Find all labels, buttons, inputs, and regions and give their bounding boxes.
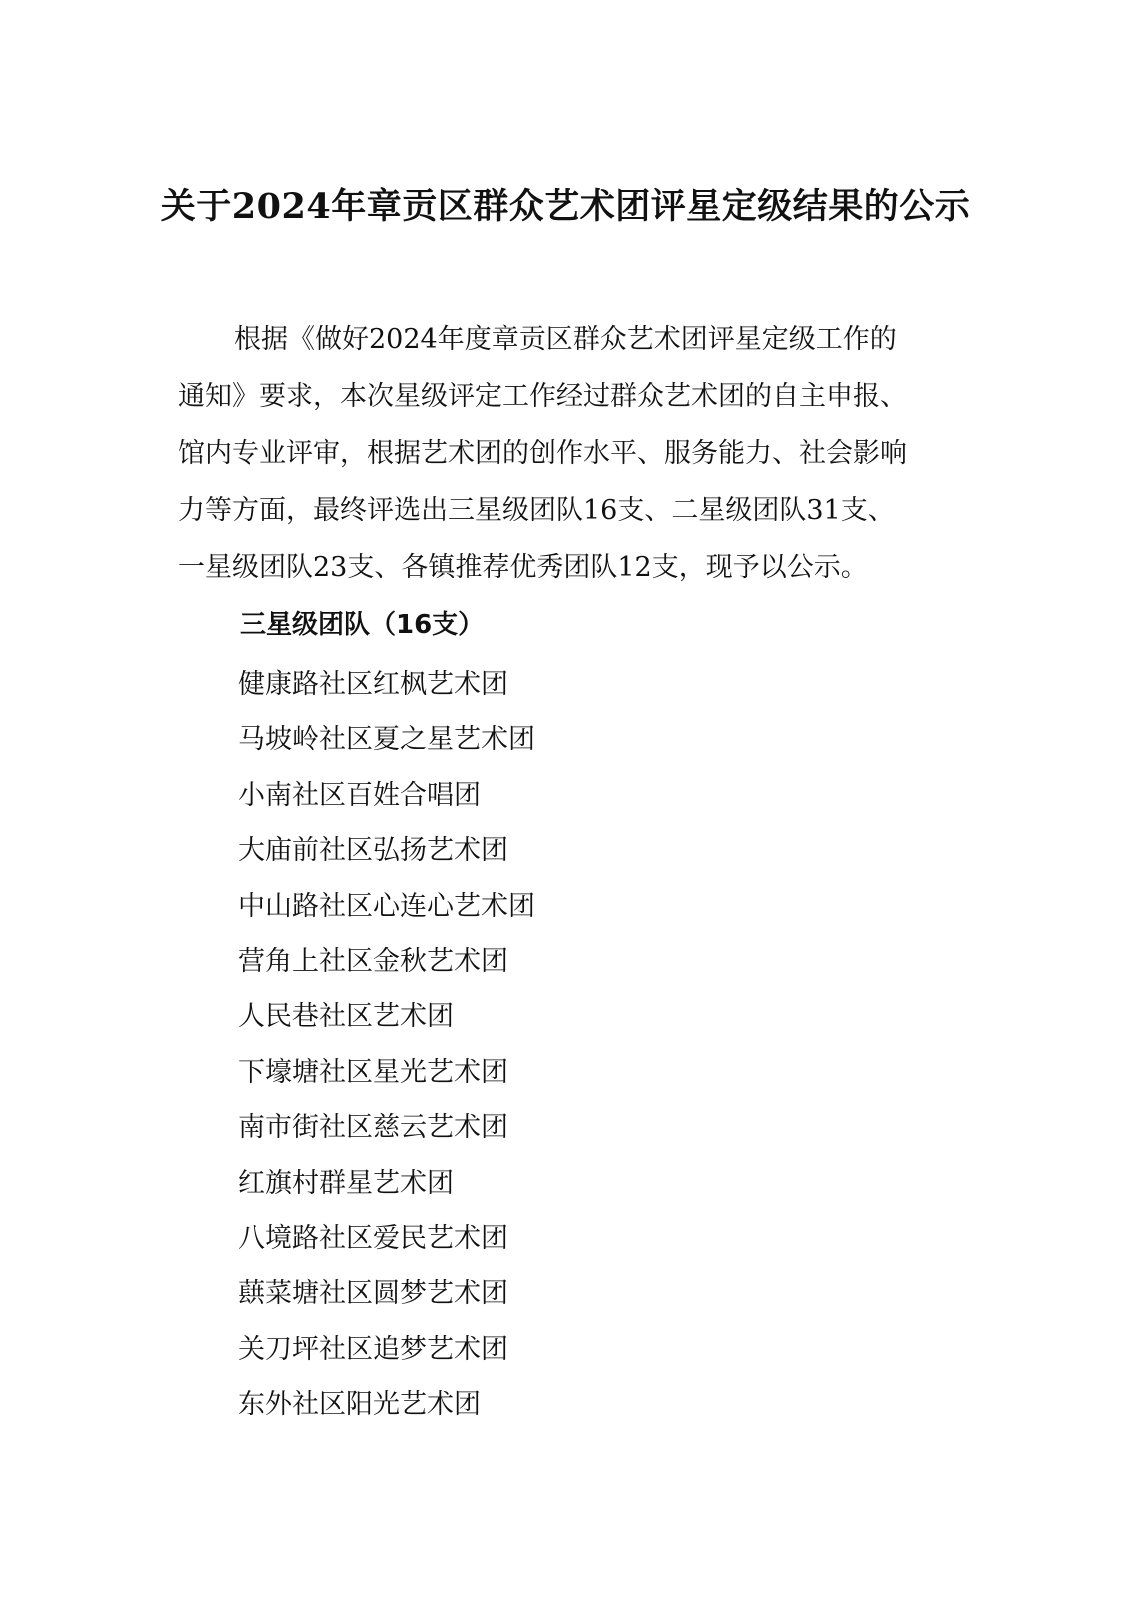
notice-paragraph	[178, 311, 938, 596]
team-item: 蕻菜塘社区圆梦艺术团	[238, 1278, 508, 1310]
section-heading-three-star: 三星级团队（16支）	[240, 610, 485, 640]
paragraph-line: 馆内专业评审，根据艺术团的创作水平、服务能力、社会影响	[178, 438, 907, 469]
team-item: 东外社区阳光艺术团	[238, 1389, 481, 1421]
team-item: 红旗村群星艺术团	[238, 1167, 454, 1199]
team-item: 下壕塘社区星光艺术团	[238, 1056, 508, 1088]
team-item: 人民巷社区艺术团	[238, 1001, 454, 1033]
team-item: 南市街社区慈云艺术团	[238, 1112, 508, 1144]
paragraph-line: 力等方面，最终评选出三星级团队16支、二星级团队31支、	[178, 495, 895, 526]
team-item: 马坡岭社区夏之星艺术团	[238, 724, 535, 756]
paragraph-line: 通知》要求，本次星级评定工作经过群众艺术团的自主申报、	[178, 381, 907, 412]
team-item: 健康路社区红枫艺术团	[238, 669, 508, 700]
team-list	[238, 663, 535, 1438]
team-item: 关刀坪社区追梦艺术团	[238, 1333, 508, 1365]
document-title: 关于2024年章贡区群众艺术团评星定级结果的公示	[160, 186, 971, 227]
team-item: 八境路社区爱民艺术团	[238, 1222, 508, 1254]
team-item: 大庙前社区弘扬艺术团	[238, 835, 508, 867]
paragraph-line: 一星级团队23支、各镇推荐优秀团队12支，现予以公示。	[178, 552, 868, 583]
paragraph-line: 根据《做好2024年度章贡区群众艺术团评星定级工作的	[234, 324, 897, 355]
team-item: 中山路社区心连心艺术团	[238, 890, 535, 922]
team-item: 小南社区百姓合唱团	[238, 779, 481, 811]
team-item: 营角上社区金秋艺术团	[238, 945, 508, 977]
